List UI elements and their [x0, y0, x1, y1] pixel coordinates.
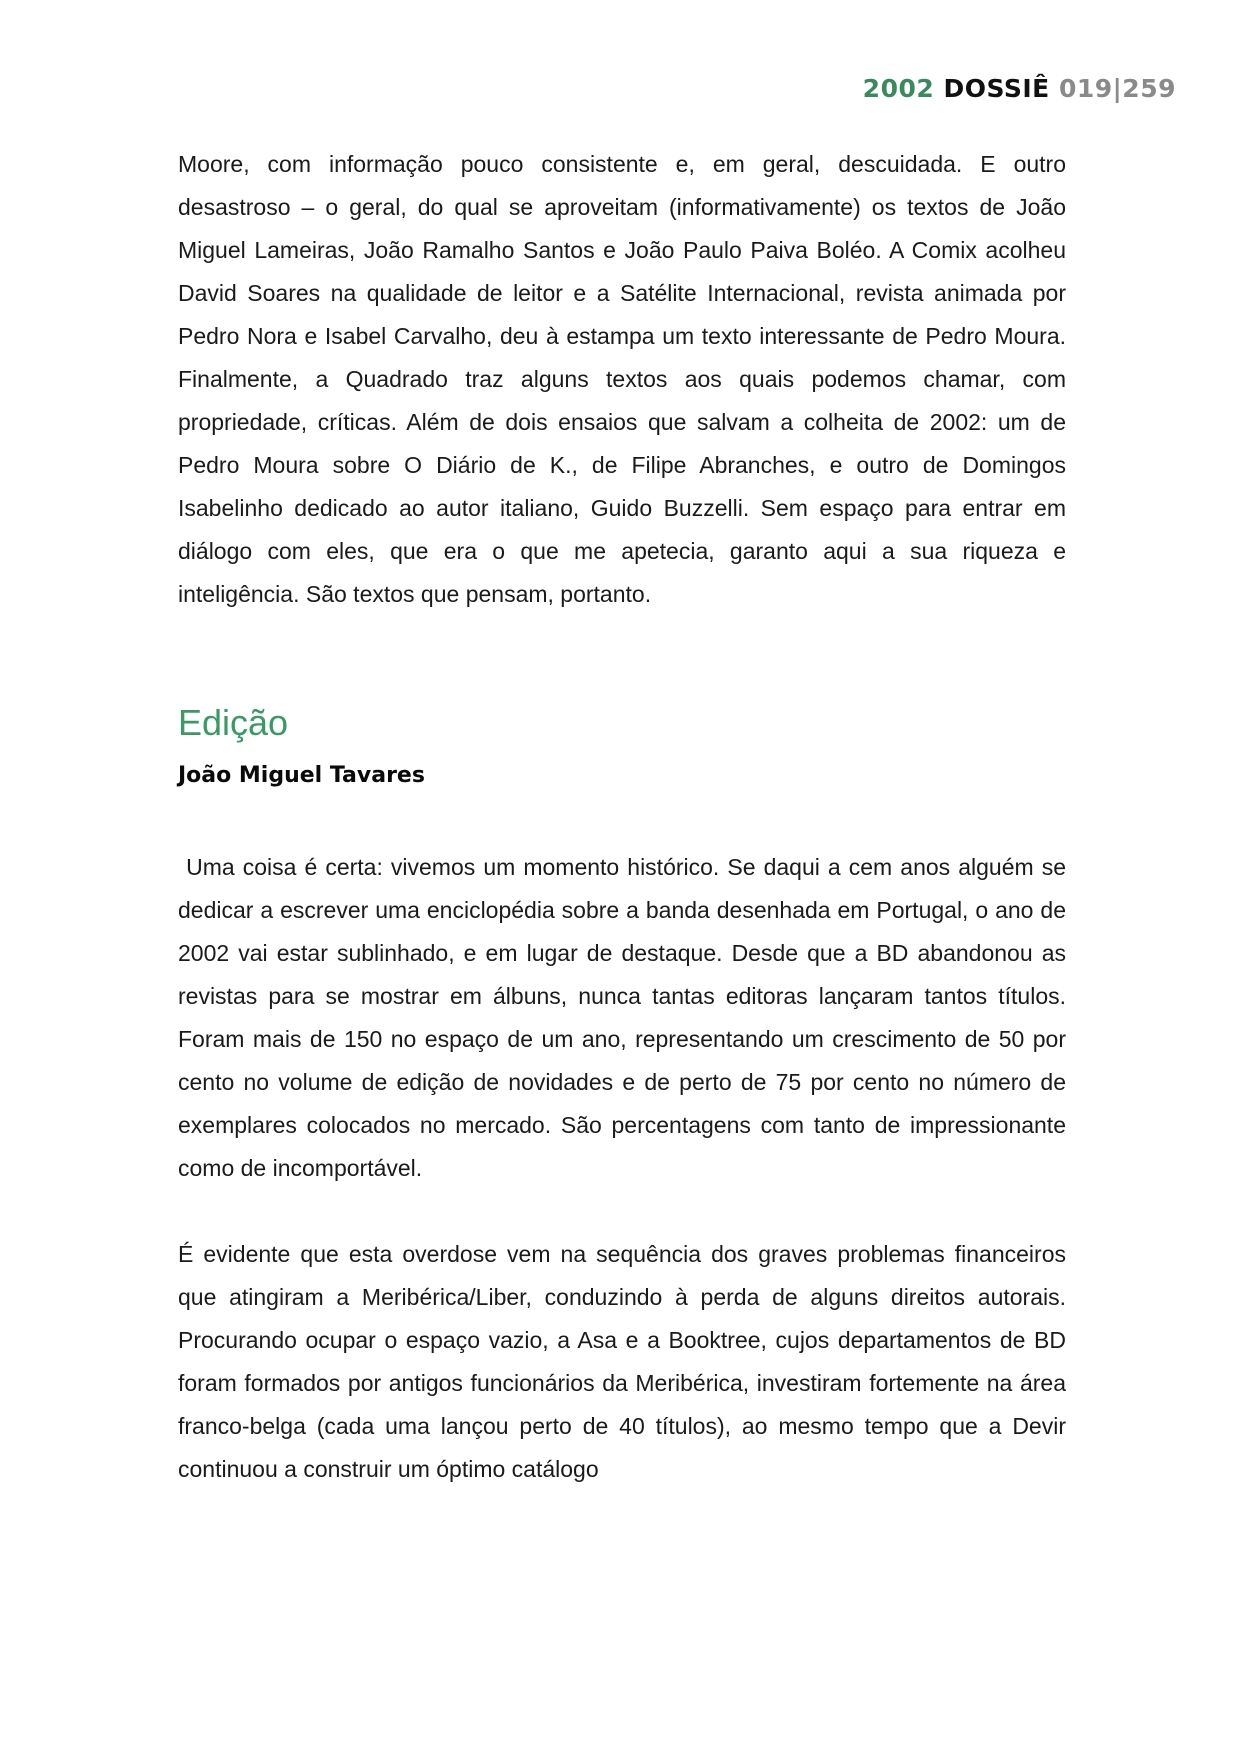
running-header [863, 74, 1176, 103]
header-year: 2002 [862, 74, 935, 103]
body-paragraph-2: É evidente que esta overdose vem na sequência dos graves problemas financeiros que atingiram a Meribérica/Liber, conduzindo à perda de alguns direitos autorais. Procurando ocupar o espaço vazio, a Asa e a Booktree, cujos departamentos de BD foram formados por antigos funcionários da Meribérica, investiram fortemente na área franco-belga (cada uma lançou perto de 40 títulos), ao mesmo tempo que a Devir continuou a construir um óptimo catálogo [178, 1241, 1066, 1482]
page-body [178, 143, 1073, 1491]
section-heading: Edição [178, 702, 289, 743]
header-page-number: 019|259 [1058, 74, 1176, 103]
header-title: DOSSIÊ [943, 74, 1050, 103]
intro-paragraph: Moore, com informação pouco consistente e, em geral, descuidada. E outro desastroso – o geral, do qual se aproveitam (informativamente) os textos de João Miguel Lameiras, João Ramalho Santos e João Paulo Paiva Boléo. A Comix acolheu David Soares na qualidade de leitor e a Satélite Internacional, revista animada por Pedro Nora e Isabel Carvalho, deu à estampa um texto interessante de Pedro Moura. Finalmente, a Quadrado traz alguns textos aos quais podemos chamar, com propriedade, críticas. Além de dois ensaios que salvam a colheita de 2002: um de Pedro Moura sobre O Diário de K., de Filipe Abranches, e outro de Domingos Isabelinho dedicado ao autor italiano, Guido Buzzelli. Sem espaço para entrar em diálogo com eles, que era o que me apetecia, garanto aqui a sua riqueza e inteligência. São textos que pensam, portanto. [178, 151, 1066, 607]
body-paragraph-1: Uma coisa é certa: vivemos um momento histórico. Se daqui a cem anos alguém se dedicar a escrever uma enciclopédia sobre a banda desenhada em Portugal, o ano de 2002 vai estar sublinhado, e em lugar de destaque. Desde que a BD abandonou as revistas para se mostrar em álbuns, nunca tantas editoras lançaram tantos títulos. Foram mais de 150 no espaço de um ano, representando um crescimento de 50 por cento no volume de edição de novidades e de perto de 75 por cento no número de exemplares colocados no mercado. São percentagens com tanto de impressionante como de incomportável. [178, 854, 1073, 1181]
author-name: João Miguel Tavares [178, 763, 425, 788]
